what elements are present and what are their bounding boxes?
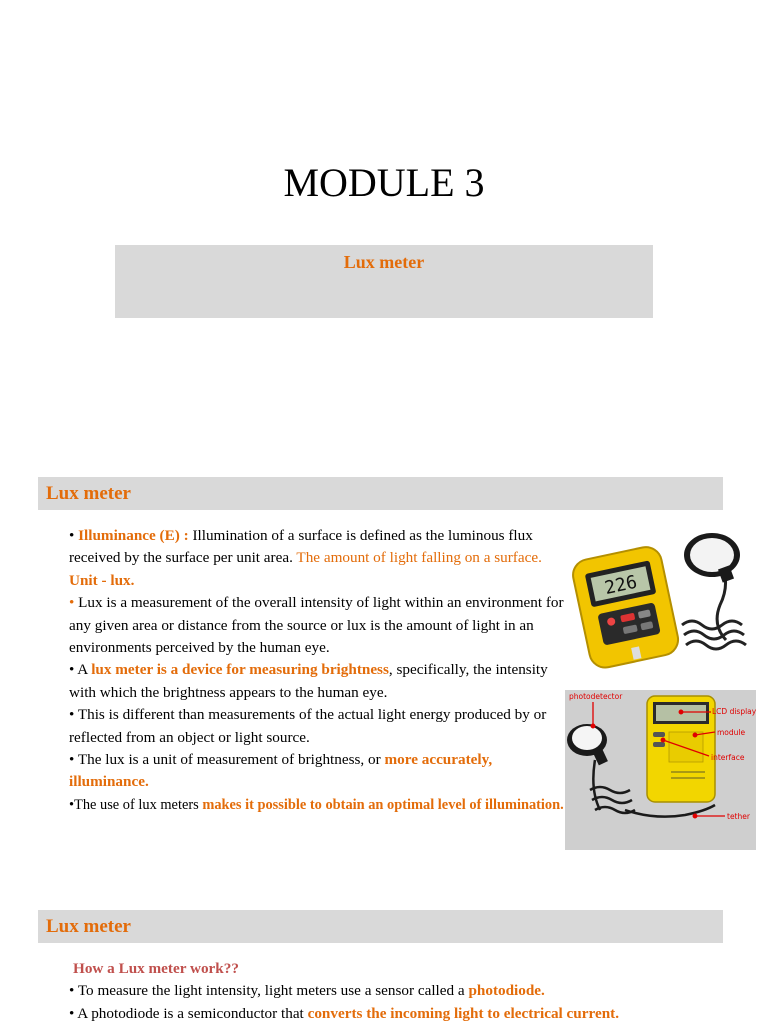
bullet-difference: • This is different than measurements of the actual light energy produced by or reflected from an object or light source.	[69, 706, 547, 746]
use-text: •The use of lux meters	[69, 796, 203, 813]
subtitle-box	[115, 245, 653, 318]
bullet-lux-measurement	[69, 592, 564, 659]
slide2-header	[38, 477, 723, 510]
illuminance-label: Illuminance (E) :	[78, 527, 193, 544]
label-module: module	[717, 728, 746, 737]
lux-measurement-text: Lux is a measurement of the overall intensity of light within an environment for any given area or distance from the source or lux is the amount of light in an environments perceived by the human eye.	[69, 594, 564, 657]
lux-device-highlight: lux meter is a device for measuring brightness	[91, 661, 389, 679]
slide3-header-text: Lux meter	[46, 916, 131, 937]
bullet-mark: • A	[69, 661, 92, 679]
slide3-body	[69, 958, 759, 1025]
use-highlight: makes it possible to obtain an optimal level of illumination.	[202, 796, 564, 813]
label-photodetector: photodetector	[569, 692, 623, 701]
semiconductor-text: • A photodiode is a semiconductor that	[69, 1004, 308, 1022]
bullet-unit-brightness	[69, 749, 564, 794]
bullet-mark: •	[69, 527, 79, 544]
title-slide	[0, 0, 768, 440]
slide2-body	[69, 525, 564, 816]
bullet-illuminance	[69, 525, 564, 592]
howto-heading: How a Lux meter work??	[73, 960, 239, 977]
bullet-lux-device	[69, 659, 564, 704]
illuminance-highlight: The amount of light falling on a surface.	[296, 549, 542, 567]
photodiode-line	[69, 980, 759, 1002]
slide2-header-text: Lux meter	[46, 483, 131, 504]
lux-meter-photo	[572, 525, 756, 675]
illuminance-unit: Unit - lux.	[69, 571, 135, 589]
label-interface: interface	[711, 753, 745, 762]
unit-brightness-text: • The lux is a unit of measurement of brightness, or	[69, 751, 385, 769]
semiconductor-line	[69, 1003, 759, 1025]
photodiode-highlight: photodiode.	[468, 982, 545, 1000]
bullet-mark: •	[69, 594, 79, 612]
illuminance-def: Illumination of a surface is defined as the luminous flux received by the surface per unit area.	[69, 527, 533, 567]
semiconductor-highlight: converts the incoming light to electrical current.	[307, 1004, 619, 1022]
unit-brightness-highlight: more accurately, illuminance.	[69, 751, 493, 791]
bullet-use	[69, 794, 564, 816]
lux-device-text: , specifically, the intensity with which the brightness appears to the human eye.	[69, 661, 548, 701]
slide-subtitle: Lux meter	[343, 252, 425, 272]
label-tether: tether	[727, 812, 750, 821]
slide3-header	[38, 910, 723, 943]
lux-meter-diagram	[565, 690, 756, 850]
slide-title: MODULE 3	[283, 160, 485, 205]
label-lcd-display: LCD display	[712, 707, 756, 716]
meter-display: 226	[602, 571, 639, 599]
photodiode-text: • To measure the light intensity, light meters use a sensor called a	[69, 982, 469, 1000]
